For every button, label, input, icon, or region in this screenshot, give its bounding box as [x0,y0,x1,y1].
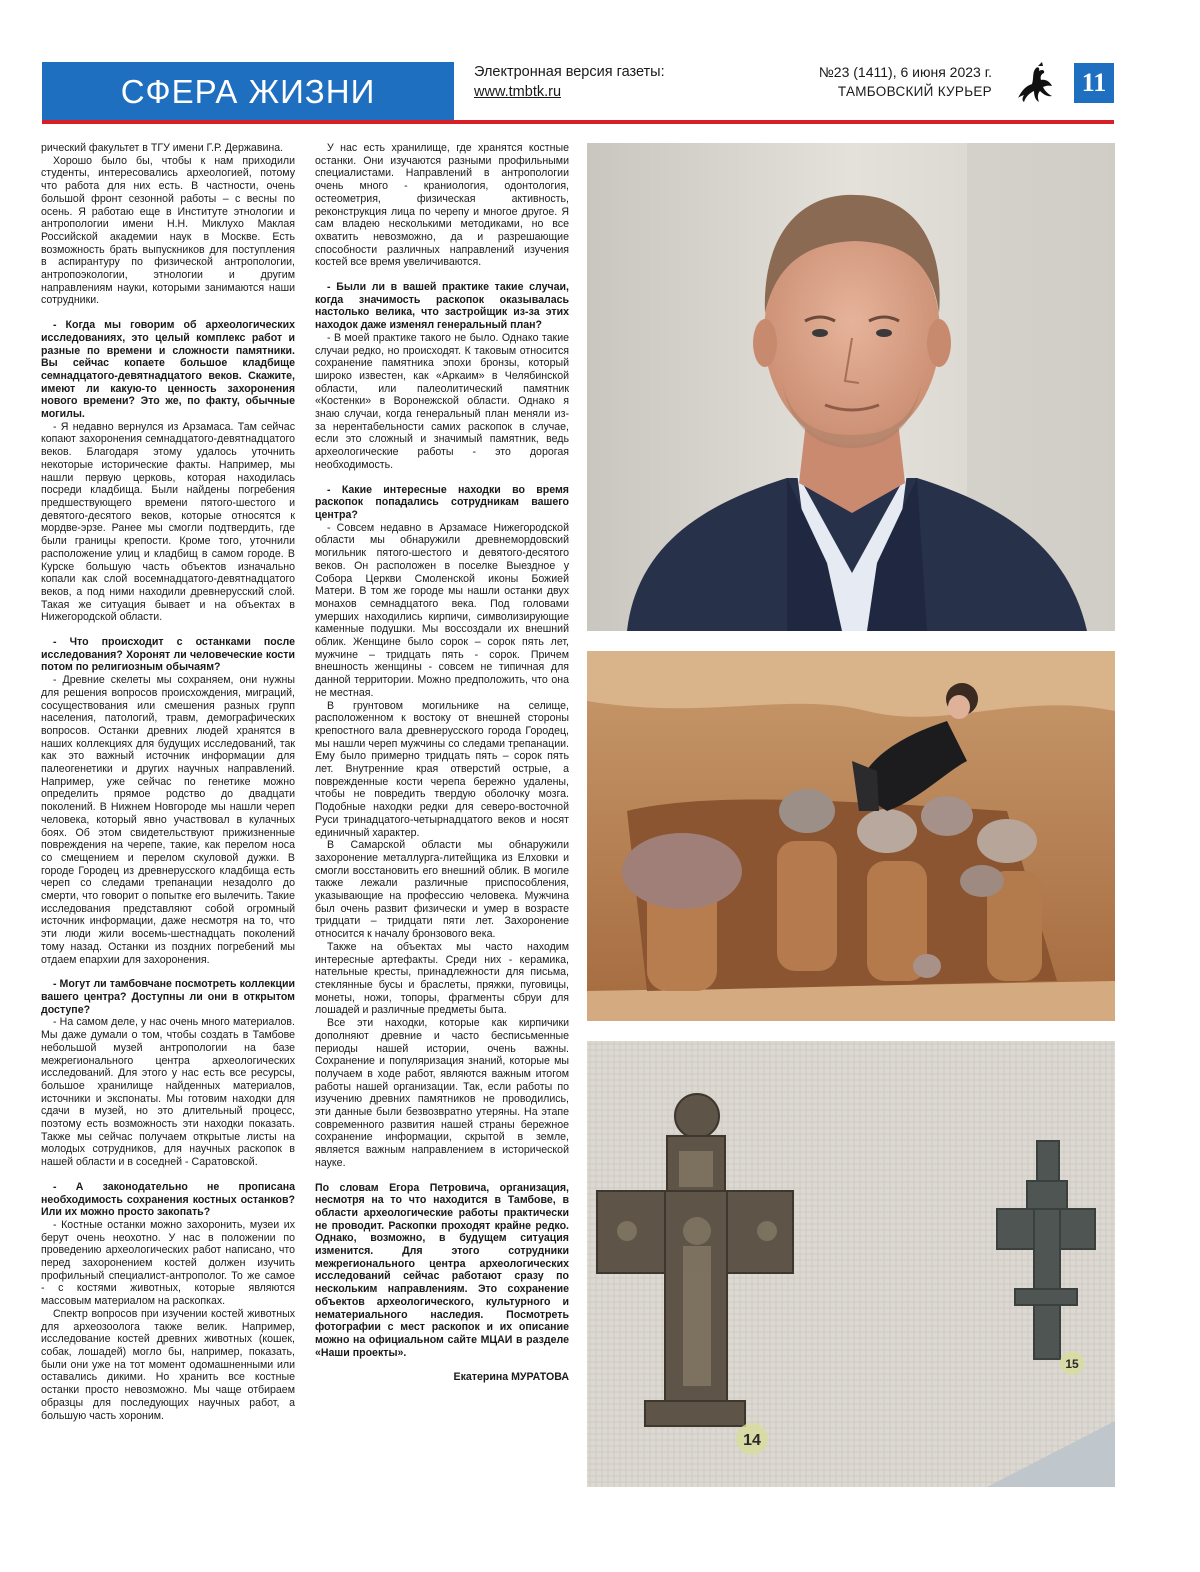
article-paragraph: - Совсем недавно в Арзамасе Нижегородской области мы обнаружили древнемордовский могильник пятого-шестого и девятого-десятого веков. Он расположен в поселке Выездное у Собора Церкви Смоленской иконы Божией Матери. В том же городе мы нашли останки двух монахов семнадцатого века. Под головами умерших находились кирпичи, символизирующие каменные подушки. Мы воссоздали их внешний облик. Женщине было сорок – сорок пять лет, мужчине – тридцать пять - сорок. Причем внешность женщины - совсем не типичная для данной территории. Можно предположить, что она не местная. [315,521,569,699]
article-column-1 [41,142,295,1422]
article-paragraph: Хорошо было бы, чтобы к нам приходили студенты, интересовались археологией, потому что работа для них есть. В частности, очень большой фронт сезонной работы – с весны по осень. Я работаю еще в Институте этнологии и антропологии имени Н.Н. Миклухо Маклая Российской академии наук в Москве. Есть возможность брать выпускников для поступления в аспирантуру по физической антропологии, антропоэкологии, этнологии и другим направлениям науки, которыми занимаются наши сотрудники. [41,154,295,307]
issue-info [819,62,992,102]
interview-question: - Когда мы говорим об археологических исследованиях, это целый комплекс работ и разные по времени и сложности памятники. Вы сейчас копаете большое кладбище семнадцатого-девятнадцатого веков. Скажите, имеют ли какую-то ценность захоронения нового времени? Это же, по факту, обычные могилы. [41,319,295,421]
article-paragraph: В Самарской области мы обнаружили захоронение металлурга-литейщика из Елховки и смогли восстановить его внешний облик. В могиле также лежали различные приспособления, указывающие на профессию человека. Мужчина был очень развит физически и умер в возрасте тридцати – тридцати пяти лет. Захоронение относится к началу бронзового века. [315,839,569,941]
article-paragraph: У нас есть хранилище, где хранятся костные останки. Они изучаются разными профильными специалистами. Направлений в антропологии очень много - краниология, одонтология, остеометрия, физическая активность, реконструкция лица по черепу и многое другое. Я сам владею несколькими методиками, но все охватить невозможно, да и разрешающие способности различных направлений изучения костей все время увеличиваются. [315,142,569,269]
label-14: 14 [743,1432,761,1449]
edition-info [474,62,665,102]
article-paragraph: Спектр вопросов при изучении костей животных для археозоолога также велик. Например, исследование костей древних животных (кошек, собак, лошадей) могло бы, например, показать, были они уже на тот момент одомашненными или оставались дикими. Но хранить все костные останки просто невозможно. Мы чаще отбираем образцы для последующих научных работ, а большую часть хороним. [41,1307,295,1422]
article-paragraph: В грунтовом могильнике на селище, расположенном к востоку от внешней стороны крепостного вала древнерусского города Городец, мы нашли череп мужчины со следами трепанации. Ему было примерно тридцать пять – сорок пять лет. Внутренние края отверстий острые, а поврежденные кости черепа бережно удалены, чтобы не повредить твердую оболочку мозга. Подобные находки редки для северо-восточной Руси тринадцатого-четырнадцатого веков и носят единичный характер. [315,699,569,839]
interview-question: - А законодательно не прописана необходимость сохранения костных останков? Или их можно просто закопать? [41,1180,295,1219]
article-paragraph: - Костные останки можно захоронить, музеи их берут очень неохотно. У нас в положении по проведению археологических работ написано, что перед захоронением костей должен изучить профильный специалист-антрополог. То же самое - с костями животных, которые являются массовым материалом на раскопках. [41,1218,295,1308]
article-paragraph: По словам Егора Петровича, организация, несмотря на то что находится в Тамбове, в области археологические работы практически не проводит. Раскопки проходят крайне редко. Однако, возможно, в будущем ситуация изменится. Для этого сотрудники межрегионального центра археологических исследований сейчас работают сразу по нескольким направлениям. Это сохранение объектов археологического, культурного и нематериального наследия. Посмотреть фотографии с мест раскопок и их описание можно на официальном сайте МЦАИ в разделе «Наши проекты». [315,1181,569,1359]
horse-rider-icon [1012,60,1058,106]
section-title: СФЕРА ЖИЗНИ [42,62,454,122]
article-paragraph: - Древние скелеты мы сохраняем, они нужны для решения вопросов происхождения, миграций, сосуществования или смешения разных групп населения, патологий, травм, демографических вопросов. Останки древних людей хранятся в наших коллекциях для будущих исследований, так как это важный источник информации для палеогенетики и других научных направлений. Например, уже сейчас по генетике можно определить прямое родство до двадцати поколений. В Нижнем Новгороде мы нашли череп человека, который явно участвовал в кулачных боях. Об этом свидетельствуют прижизненные повреждения на черепе, такие, как перелом носа со смещением и перелом скуловой дужки. В городе Городец из древнерусского кладбища есть череп со следами трепанации незадолго до смерти, что говорит о попытке его вылечить. Такие исследования представляют собой огромный источник информации, даже несмотря на то, что эти люди жили восемь-шестнадцать поколений тому назад. Останки из поздних погребений мы отдаем епархии для захоронения. [41,674,295,966]
interview-question: - Что происходит с останками после исследования? Хоронят ли человеческие кости потом по религиозным обычаям? [41,636,295,674]
website-link[interactable]: www.tmbtk.ru [474,84,562,100]
edition-label: Электронная версия газеты: [474,64,665,80]
interview-question: - Могут ли тамбовчане посмотреть коллекции вашего центра? Доступны ли они в открытом доступе? [41,978,295,1016]
crosses-photo [587,1041,1115,1487]
article-paragraph: - Я недавно вернулся из Арзамаса. Там сейчас копают захоронения семнадцатого-девятнадцатого веков. Благодаря этому удалось уточнить некоторые исторические факты. Например, мы нашли первую церковь, которая находилась посреди кладбища. Были найдены погребения предшествующего времени пятого-шестого и девятого-десятого веков, которые относятся к мордве-эрзе. Ранее мы смогли подтвердить, где были границы крепости. Кроме того, уточнили расположение улиц и кладбищ в самом городе. В Курске большую часть объектов изначально копали как слой восемнадцатого-девятнадцатого веков, а под ними находили древнерусский слой. Такая же ситуация бывает и на объектах в Нижегородской области. [41,420,295,624]
page-number: 11 [1074,63,1114,103]
label-15: 15 [1065,1357,1079,1371]
article-paragraph: Также на объектах мы часто находим интересные артефакты. Среди них - керамика, нательные кресты, принадлежности для письма, стеклянные бусы и браслеты, пряжки, пуговицы, монеты, ножи, топоры, фрагменты сбруи для лошадей и различные предметы быта. [315,940,569,1017]
interview-question: - Какие интересные находки во время раскопок попадались сотрудникам вашего центра? [315,483,569,521]
article-paragraph: - В моей практике такого не было. Однако такие случаи редко, но происходят. К таковым относится сохранение памятника эпохи бронзы, который широко известен, как «Аркаим» в Челябинской области, или палеолитический памятник «Костенки» в Воронежской области. Однако я знаю случаи, когда генеральный план меняли из-за нерентабельности самих раскопок в случае, если это сложный и значимый памятник, ведь археологические работы - это дорогая необходимость. [315,331,569,471]
newspaper-name: ТАМБОВСКИЙ КУРЬЕР [837,84,992,99]
portrait-photo [587,143,1115,631]
interview-question: - Были ли в вашей практике такие случаи, когда значимость раскопок оказывалась настолько велика, что застройщик из-за этих находок даже изменял генеральный план? [315,281,569,332]
article-column-2 [315,142,569,1384]
excavation-photo [587,651,1115,1021]
header-divider [42,120,1114,124]
article-paragraph: рический факультет в ТГУ имени Г.Р. Державина. [41,142,284,154]
page-header [0,0,1200,130]
author-signature: Екатерина МУРАТОВА [453,1371,569,1384]
article-paragraph: - На самом деле, у нас очень много материалов. Мы даже думали о том, чтобы создать в Тамбове небольшой музей антропологии на базе межрегионального центра археологических исследований. Для этого у нас есть все ресурсы, большое хранилище найденных материалов, источники и экспонаты. Мы готовим находки для сдачи в музей, но это длительный процесс, поэтому есть возможность эти находки показать. Также мы сейчас получаем открытые листы на молодых сотрудников, для научных раскопок в нашей области и в соседней - Саратовской. [41,1016,295,1169]
issue-number-date: №23 (1411), 6 июня 2023 г. [818,64,992,80]
article-paragraph: Все эти находки, которые как кирпичики дополняют древние и часто бесписьменные периоды нашей истории, очень важны. Сохранение и популяризация знаний, которые мы получаем в ходе работ, являются важным итогом работы нашей организации. Так, если работы по изучению древних памятников не проводились, эти данные были безвозвратно утеряны. На этапе современного развития нашей страны бережное сохранение информации, скрытой в земле, является важным направлением в исторической науке. [315,1017,569,1169]
